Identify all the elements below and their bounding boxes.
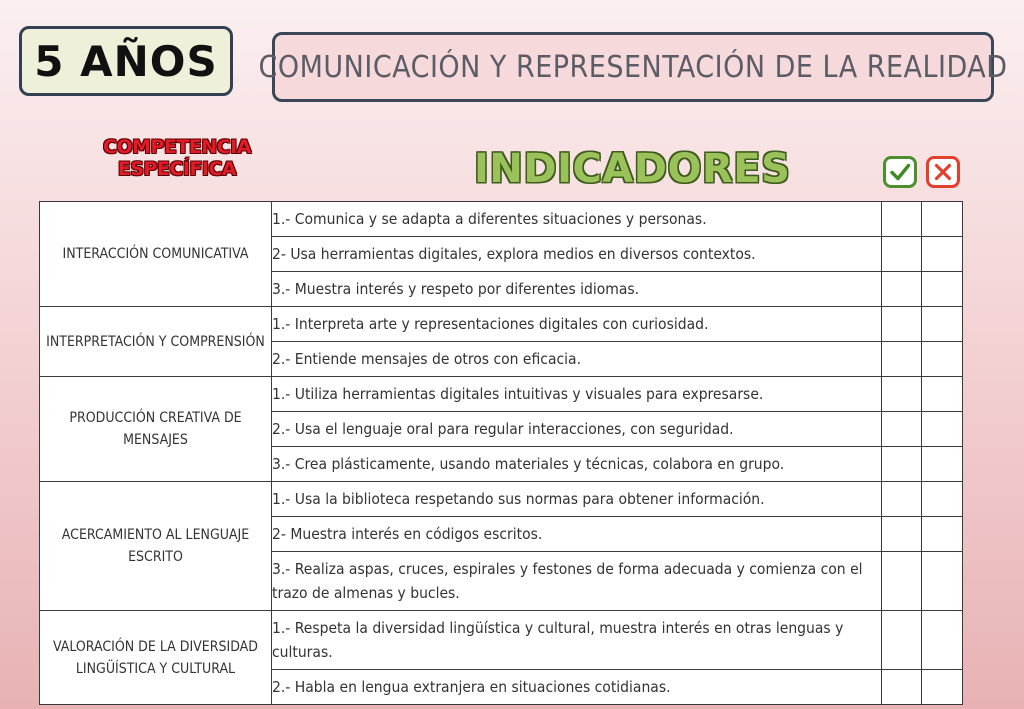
- table-row: [40, 482, 963, 517]
- no-checkbox[interactable]: [922, 670, 963, 705]
- cross-icon: [926, 156, 960, 188]
- table-row: [40, 611, 963, 670]
- evaluation-table: [39, 201, 963, 705]
- yes-checkbox[interactable]: [882, 202, 922, 237]
- indicator-cell: 1.- Interpreta arte y representaciones digitales con curiosidad.: [272, 307, 882, 342]
- yes-checkbox[interactable]: [882, 237, 922, 272]
- indicator-cell: 1.- Respeta la diversidad lingüística y cultural, muestra interés en otras lenguas y culturas.: [272, 611, 882, 670]
- competencia-cell: INTERPRETACIÓN Y COMPRENSIÓN: [40, 307, 272, 377]
- indicator-cell: 1.- Utiliza herramientas digitales intuitivas y visuales para expresarse.: [272, 377, 882, 412]
- no-checkbox[interactable]: [922, 552, 963, 611]
- indicator-cell: 2- Muestra interés en códigos escritos.: [272, 517, 882, 552]
- indicator-cell: 3.- Muestra interés y respeto por diferentes idiomas.: [272, 272, 882, 307]
- yes-checkbox[interactable]: [882, 552, 922, 611]
- competencia-cell: INTERACCIÓN COMUNICATIVA: [40, 202, 272, 307]
- table-row: [40, 307, 963, 342]
- no-checkbox[interactable]: [922, 307, 963, 342]
- indicator-cell: 3.- Crea plásticamente, usando materiales y técnicas, colabora en grupo.: [272, 447, 882, 482]
- yes-checkbox[interactable]: [882, 482, 922, 517]
- no-checkbox[interactable]: [922, 482, 963, 517]
- no-checkbox[interactable]: [922, 412, 963, 447]
- area-title-box: [258, 32, 1008, 102]
- no-checkbox[interactable]: [922, 447, 963, 482]
- no-checkbox[interactable]: [922, 202, 963, 237]
- age-label: 5 AÑOS: [34, 36, 218, 86]
- indicator-cell: 3.- Realiza aspas, cruces, espirales y festones de forma adecuada y comienza con el trazo de almenas y bucles.: [272, 552, 882, 611]
- check-icon: [883, 156, 917, 188]
- indicator-cell: 1.- Usa la biblioteca respetando sus normas para obtener información.: [272, 482, 882, 517]
- yes-checkbox[interactable]: [882, 342, 922, 377]
- table-row: [40, 377, 963, 412]
- age-label-box: [19, 26, 233, 96]
- competencia-heading: COMPETENCIA ESPECÍFICA: [103, 136, 251, 180]
- no-checkbox[interactable]: [922, 377, 963, 412]
- indicator-cell: 1.- Comunica y se adapta a diferentes situaciones y personas.: [272, 202, 882, 237]
- area-title: COMUNICACIÓN Y REPRESENTACIÓN DE LA REALIDAD: [258, 49, 1008, 85]
- yes-checkbox[interactable]: [882, 307, 922, 342]
- indicadores-heading: INDICADORES: [474, 146, 791, 192]
- indicator-cell: 2.- Entiende mensajes de otros con eficacia.: [272, 342, 882, 377]
- no-checkbox[interactable]: [922, 237, 963, 272]
- indicator-cell: 2.- Usa el lenguaje oral para regular interacciones, con seguridad.: [272, 412, 882, 447]
- competencia-cell: ACERCAMIENTO AL LENGUAJE ESCRITO: [40, 482, 272, 611]
- table-row: [40, 202, 963, 237]
- indicator-cell: 2- Usa herramientas digitales, explora medios en diversos contextos.: [272, 237, 882, 272]
- no-checkbox[interactable]: [922, 611, 963, 670]
- competencia-cell: VALORACIÓN DE LA DIVERSIDAD LINGÜÍSTICA Y CULTURAL: [40, 611, 272, 705]
- yes-checkbox[interactable]: [882, 377, 922, 412]
- no-checkbox[interactable]: [922, 517, 963, 552]
- yes-checkbox[interactable]: [882, 517, 922, 552]
- yes-checkbox[interactable]: [882, 412, 922, 447]
- yes-checkbox[interactable]: [882, 611, 922, 670]
- yes-checkbox[interactable]: [882, 272, 922, 307]
- no-checkbox[interactable]: [922, 272, 963, 307]
- competencia-cell: PRODUCCIÓN CREATIVA DE MENSAJES: [40, 377, 272, 482]
- indicator-cell: 2.- Habla en lengua extranjera en situaciones cotidianas.: [272, 670, 882, 705]
- yes-checkbox[interactable]: [882, 670, 922, 705]
- yes-checkbox[interactable]: [882, 447, 922, 482]
- no-checkbox[interactable]: [922, 342, 963, 377]
